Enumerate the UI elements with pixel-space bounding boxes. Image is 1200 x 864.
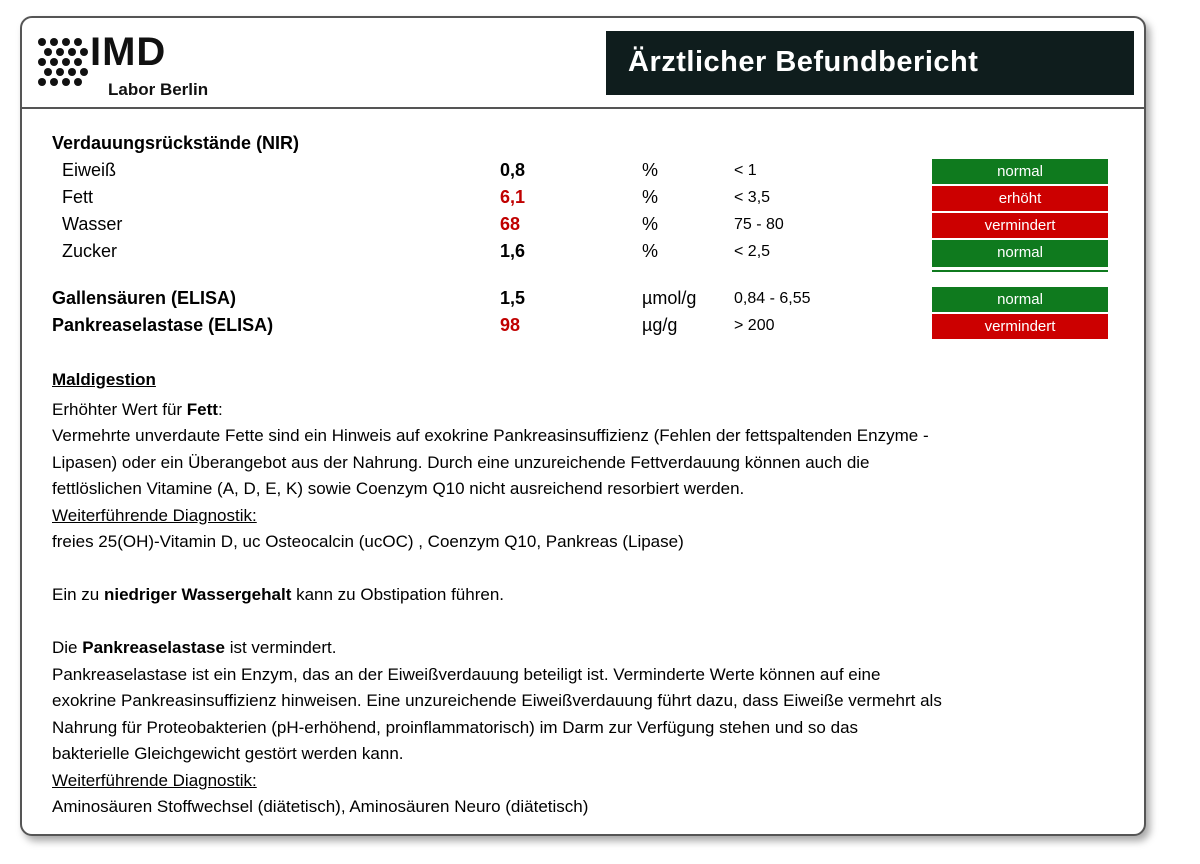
logo-name: IMD xyxy=(90,30,167,74)
result-unit: µmol/g xyxy=(642,288,697,308)
pankreas-suffix: ist vermindert. xyxy=(224,638,337,657)
wasser-note xyxy=(52,582,942,609)
result-reference: < 3,5 xyxy=(734,189,771,206)
result-value: 1,6 xyxy=(500,241,526,261)
result-row xyxy=(52,187,1122,213)
wasser-suffix: kann zu Obstipation führen. xyxy=(291,585,504,604)
fett-line: fettlöslichen Vitamine (A, D, E, K) sowie Coenzym Q10 nicht ausreichend resorbiert werden. xyxy=(52,479,745,498)
section-title: Verdauungsrückstände (NIR) xyxy=(52,133,300,153)
pankreas-bold: Pankreaselastase xyxy=(82,638,225,657)
result-name: Pankreaselastase (ELISA) xyxy=(52,315,274,335)
result-name: Gallensäuren (ELISA) xyxy=(52,288,237,308)
result-unit: µg/g xyxy=(642,315,678,335)
fett-intro-suffix: : xyxy=(217,399,223,419)
diagnostics-label: Weiterführende Diagnostik: xyxy=(52,505,257,525)
result-value: 6,1 xyxy=(500,187,526,207)
result-row xyxy=(52,160,1122,186)
fett-intro-bold: Fett xyxy=(186,399,218,419)
page-title: Ärztlicher Befundbericht xyxy=(628,46,979,78)
pankreas-line: exokrine Pankreasinsuffizienz hinweisen. Eine unzureichende Eiweißverdauung führt dazu, dass Eiweiße vermehrt als xyxy=(52,691,942,710)
status-badge: vermindert xyxy=(932,213,1108,238)
result-unit: % xyxy=(642,214,659,234)
pankreas-prefix: Die xyxy=(52,638,83,657)
diagnostics-text: freies 25(OH)-Vitamin D, uc Osteocalcin (ucOC) , Coenzym Q10, Pankreas (Lipase) xyxy=(52,532,684,551)
result-name: Wasser xyxy=(62,214,123,234)
result-unit: % xyxy=(642,241,659,261)
result-row xyxy=(52,214,1122,240)
fett-line: Vermehrte unverdaute Fette sind ein Hinweis auf exokrine Pankreasinsuffizienz (Fehlen der fettspaltenden Enzyme - xyxy=(52,426,929,445)
result-value: 68 xyxy=(500,214,521,234)
result-row xyxy=(52,288,1122,314)
pankreas-line: Pankreaselastase ist ein Enzym, das an der Eiweißverdauung beteiligt ist. Verminderte Werte können auf eine xyxy=(52,664,881,684)
status-badge: normal xyxy=(932,287,1108,312)
maldigestion-section xyxy=(52,367,942,821)
result-name: Eiweiß xyxy=(62,160,117,180)
fett-line: Lipasen) oder ein Überangebot aus der Nahrung. Durch eine unzureichende Fettverdauung können auch die xyxy=(52,452,870,472)
result-name: Zucker xyxy=(62,241,118,261)
result-unit: % xyxy=(642,160,659,180)
fett-intro xyxy=(52,397,942,424)
status-badge: vermindert xyxy=(932,314,1108,339)
wasser-prefix: Ein zu xyxy=(52,585,104,604)
pankreas-line: bakterielle Gleichgewicht gestört werden kann. xyxy=(52,744,404,763)
title-banner xyxy=(606,31,1134,95)
result-value: 1,5 xyxy=(500,288,526,308)
wasser-bold: niedriger Wassergehalt xyxy=(103,585,292,604)
fett-intro-prefix: Erhöhter Wert für xyxy=(52,399,187,419)
maldigestion-heading: Maldigestion xyxy=(52,370,156,389)
result-unit: % xyxy=(642,187,659,207)
result-reference: > 200 xyxy=(734,317,775,334)
result-reference: < 2,5 xyxy=(734,243,771,260)
pankreas-intro xyxy=(52,635,942,662)
result-value: 0,8 xyxy=(500,160,526,180)
result-reference: < 1 xyxy=(734,162,757,179)
status-badge: normal xyxy=(932,240,1108,267)
result-row xyxy=(52,241,1122,267)
result-row xyxy=(52,315,1122,341)
diagnostics-text: Aminosäuren Stoffwechsel (diätetisch), Aminosäuren Neuro (diätetisch) xyxy=(52,797,589,816)
logo-subtitle: Labor Berlin xyxy=(108,80,209,99)
diagnostics-label: Weiterführende Diagnostik: xyxy=(52,770,257,790)
pankreas-line: Nahrung für Proteobakterien (pH-erhöhend, proinflammatorisch) im Darm zur Verfügung stehen und so das xyxy=(52,717,859,737)
result-name: Fett xyxy=(62,187,94,207)
report-card xyxy=(20,16,1146,836)
result-value: 98 xyxy=(500,315,521,335)
status-badge: erhöht xyxy=(932,186,1108,211)
result-reference: 0,84 - 6,55 xyxy=(734,290,811,307)
status-badge: normal xyxy=(932,159,1108,184)
header-divider xyxy=(22,107,1144,109)
logo-dots-icon xyxy=(36,36,88,88)
result-reference: 75 - 80 xyxy=(734,216,784,233)
